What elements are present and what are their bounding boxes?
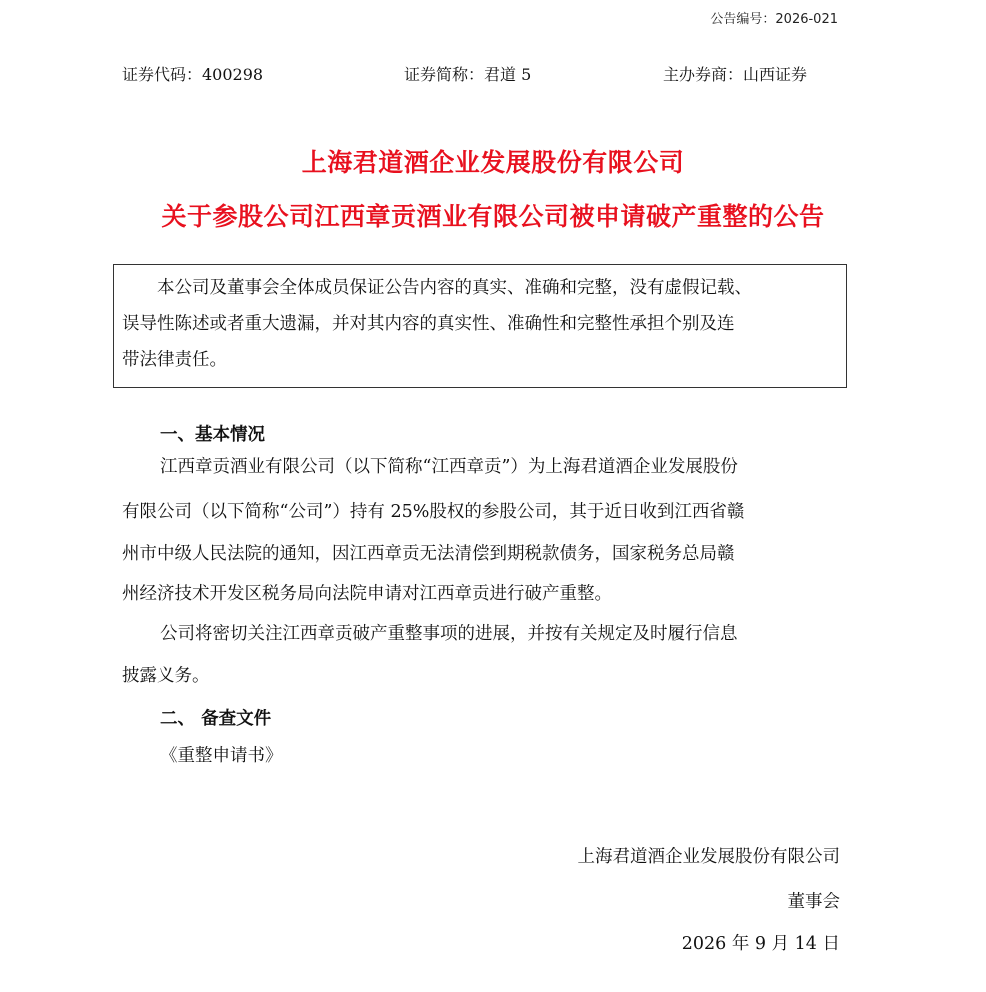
security-abbreviation: 证券简称：君道 5 [404,65,532,84]
declaration-line: 误导性陈述或者重大遗漏，并对其内容的真实性、准确性和完整性承担个别及连 [122,314,735,334]
lead-broker: 主办券商：山西证券 [663,65,808,84]
paragraph-line: 公司将密切关注江西章贡破产重整事项的进展，并按有关规定及时履行信息 [160,624,738,644]
reference-document-item: 《重整申请书》 [160,746,283,766]
announcement-title: 关于参股公司江西章贡酒业有限公司被申请破产重整的公告 [161,202,825,231]
signature-date: 2026 年 9 月 14 日 [681,934,840,954]
paragraph-line: 江西章贡酒业有限公司（以下简称“江西章贡”）为上海君道酒企业发展股份 [160,457,738,477]
declaration-box [113,264,847,388]
declaration-line: 本公司及董事会全体成员保证公告内容的真实、准确和完整，没有虚假记载、 [157,278,752,298]
signature-company: 上海君道酒企业发展股份有限公司 [577,847,840,867]
section-heading-basic-info: 一、基本情况 [160,425,265,445]
paragraph-line: 州市中级人民法院的通知，因江西章贡无法清偿到期税款债务，国家税务总局赣 [122,544,735,564]
announcement-number: 公告编号：2026-021 [710,12,838,27]
declaration-line: 带法律责任。 [122,350,227,370]
signature-board: 董事会 [787,892,840,912]
company-title: 上海君道酒企业发展股份有限公司 [301,148,685,177]
paragraph-line: 州经济技术开发区税务局向法院申请对江西章贡进行破产重整。 [122,584,612,604]
paragraph-line: 有限公司（以下简称“公司”）持有 25%股权的参股公司，其于近日收到江西省赣 [122,502,745,522]
security-code: 证券代码：400298 [122,65,264,84]
section-heading-reference-docs: 二、 备查文件 [160,709,272,729]
paragraph-line: 披露义务。 [122,666,210,686]
